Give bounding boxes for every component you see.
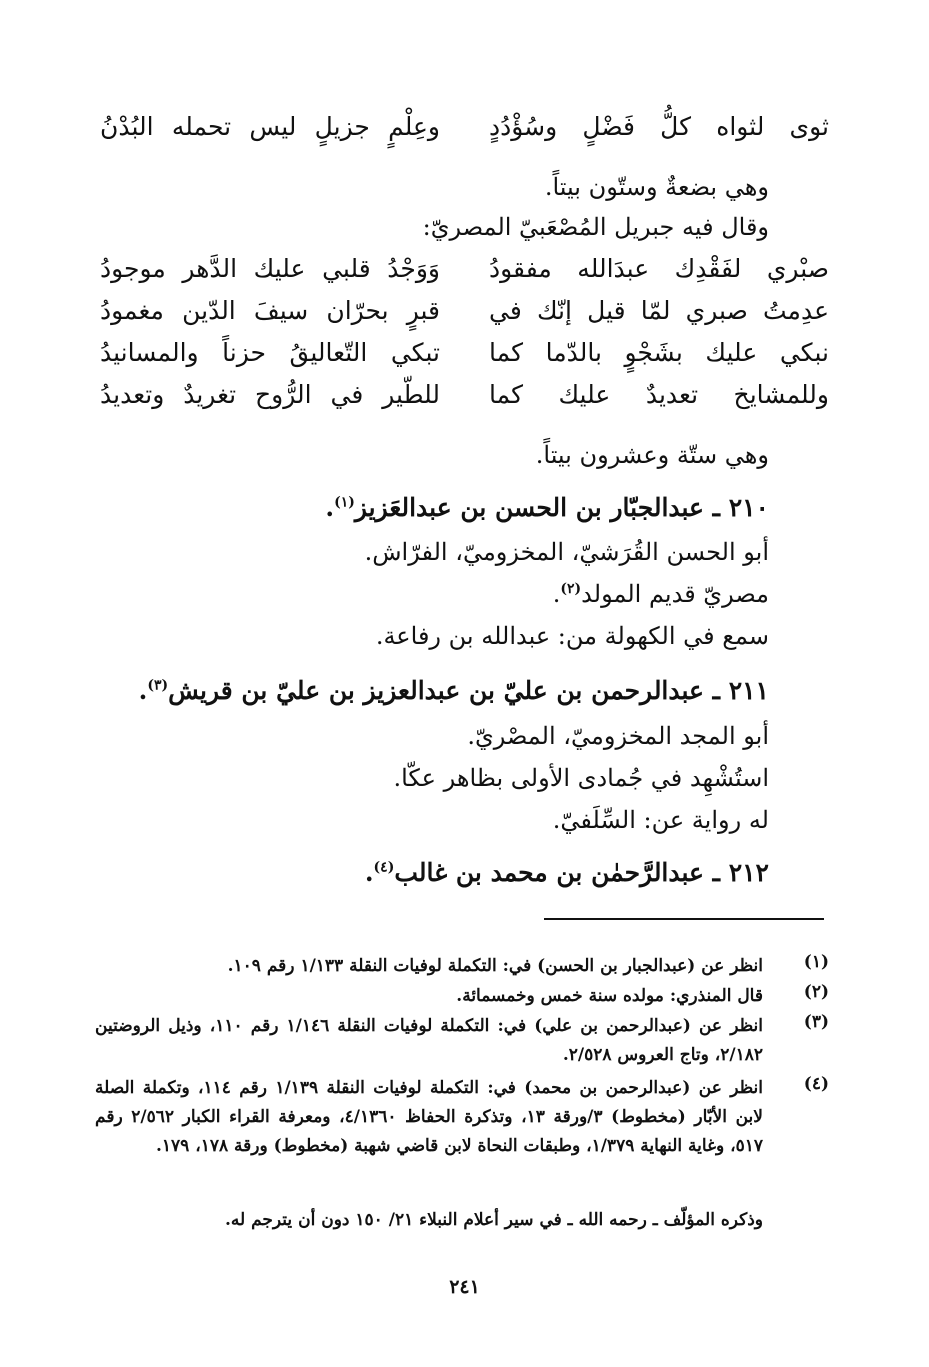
footnote bbox=[95, 952, 829, 982]
page-number: ٢٤١ bbox=[449, 1276, 480, 1298]
footnote-ref: (٣) bbox=[147, 677, 169, 694]
footnote-text: انظر عن (عبدالرحمن بن علي) في: التكملة لوفيات النقلة ١/١٤٦ رقم ١١٠، وذيل الروضتين ٢/١٨٢، وتاج العروس ٢/٥٢٨. bbox=[95, 1016, 763, 1065]
entry-heading-212 bbox=[100, 858, 769, 887]
entry-line: له رواية عن: السِّلَفيّ. bbox=[552, 806, 769, 834]
footnote-text: وذكره المؤلّف ـ رحمه الله ـ في سير أعلام النبلاء ٢١/ ١٥٠ دون أن يترجم له. bbox=[224, 1210, 763, 1230]
verse-second-hemistich: قبرٍ بحرّان سيفَ الدّين مغمودُ bbox=[100, 296, 440, 325]
verse-second-hemistich: وَوَجْدُ قلبي عليك الدَّهر موجودُ bbox=[100, 254, 440, 283]
footnote-number: (١) bbox=[803, 952, 829, 972]
verse-first-hemistich: عدِمتُ صبري لمّا قيل إنّك في bbox=[489, 296, 829, 325]
footnote-number: (٢) bbox=[803, 982, 829, 1002]
entry-title: ٢١١ ـ عبدالرحمن بن عليّ بن عبدالعزيز بن عليّ بن قريش bbox=[168, 676, 769, 705]
entry-line: أبو الحسن القُرَشيّ، المخزوميّ، الفرّاش. bbox=[364, 538, 769, 566]
footnote-separator bbox=[544, 918, 824, 920]
entry-heading-210 bbox=[100, 493, 769, 522]
footnote-ref: (١) bbox=[334, 494, 355, 511]
verse-first-hemistich: نبكي عليك بشَجْوٍ بالدّما كما bbox=[489, 338, 829, 367]
entry-title-end: . bbox=[138, 676, 148, 705]
entry-line: سمع في الكهولة من: عبدالله بن رفاعة. bbox=[375, 622, 769, 650]
entry-line bbox=[100, 580, 769, 608]
verse-line bbox=[100, 254, 829, 294]
verse-first-hemistich: وللمشايخ تعديدٌ عليك كما bbox=[489, 380, 829, 409]
verse-line bbox=[100, 296, 829, 336]
footnote bbox=[95, 1074, 829, 1198]
footnote-continuation bbox=[95, 1206, 829, 1236]
entry-title-end: . bbox=[364, 858, 374, 887]
entry-title: ٢١٠ ـ عبدالجبّار بن الحسن بن عبدالعَزيز bbox=[354, 493, 769, 522]
verse-second-hemistich: للطّير في الرُّوح تغريدٌ وتعديدُ bbox=[100, 380, 440, 409]
entry-title: ٢١٢ ـ عبدالرَّحمٰن بن محمد بن غالب bbox=[394, 858, 769, 887]
verse-second-hemistich: وعِلْمٍ جزيلٍ ليس تحمله البُدْنُ bbox=[100, 112, 440, 141]
entry-title-end: . bbox=[325, 493, 335, 522]
entry-text-end: . bbox=[552, 580, 561, 608]
footnote-number: (٣) bbox=[803, 1012, 829, 1032]
verse-count-line: وهي بضعةٌ وستّون بيتاً. bbox=[544, 173, 769, 201]
verse-second-hemistich: تبكي التّعاليقُ حزناً والمسانيدُ bbox=[100, 338, 440, 367]
verse-first-hemistich: ثوى لثواه كلُّ فَضْلٍ وسُؤْدُدٍ bbox=[489, 112, 829, 141]
footnote-ref: (٤) bbox=[373, 859, 395, 876]
verse-line bbox=[100, 112, 829, 152]
verse-line bbox=[100, 380, 829, 420]
entry-line: أبو المجد المخزوميّ، المصْريّ. bbox=[467, 722, 769, 750]
verse-first-hemistich: صبْري لفَقْدِك عبدَالله مفقودُ bbox=[489, 254, 829, 283]
entry-heading-211 bbox=[100, 676, 769, 705]
footnote bbox=[95, 1012, 829, 1074]
footnote-text: انظر عن (عبدالجبار بن الحسن) في: التكملة لوفيات النقلة ١/١٣٣ رقم ١٠٩. bbox=[227, 956, 763, 976]
verse-line bbox=[100, 338, 829, 378]
entry-text: مصريّ قديم المولد bbox=[581, 580, 769, 608]
poem-intro-line: وقال فيه جبريل المُصْعَبيّ المصريّ: bbox=[422, 213, 769, 241]
footnote-text: انظر عن (عبدالرحمن بن محمد) في: التكملة لوفيات النقلة ١/١٣٩ رقم ١١٤، وتكملة الصلة لابن الأبّار (مخطوط) ٣/ورقة ١٣، وتذكرة الحفاظ ٤/١٣٦٠، ومعرفة القراء الكبار ٢/٥٦٢ رقم ٥١٧، وغاية النهاية ١/٣٧٩، وطبقات النحاة لابن قاضي شهبة (مخطوط) ورقة ١٧٨، ١٧٩. bbox=[95, 1078, 763, 1156]
footnote bbox=[95, 982, 829, 1012]
footnote-number: (٤) bbox=[803, 1074, 829, 1094]
entry-line: استُشْهِد في جُمادى الأولى بظاهر عكّا. bbox=[393, 764, 769, 792]
footnote-ref: (٢) bbox=[560, 581, 582, 597]
footnote-text: قال المنذري: مولده سنة خمس وخمسمائة. bbox=[456, 986, 763, 1006]
verse-count-line: وهي ستّة وعشرون بيتاً. bbox=[535, 441, 769, 469]
